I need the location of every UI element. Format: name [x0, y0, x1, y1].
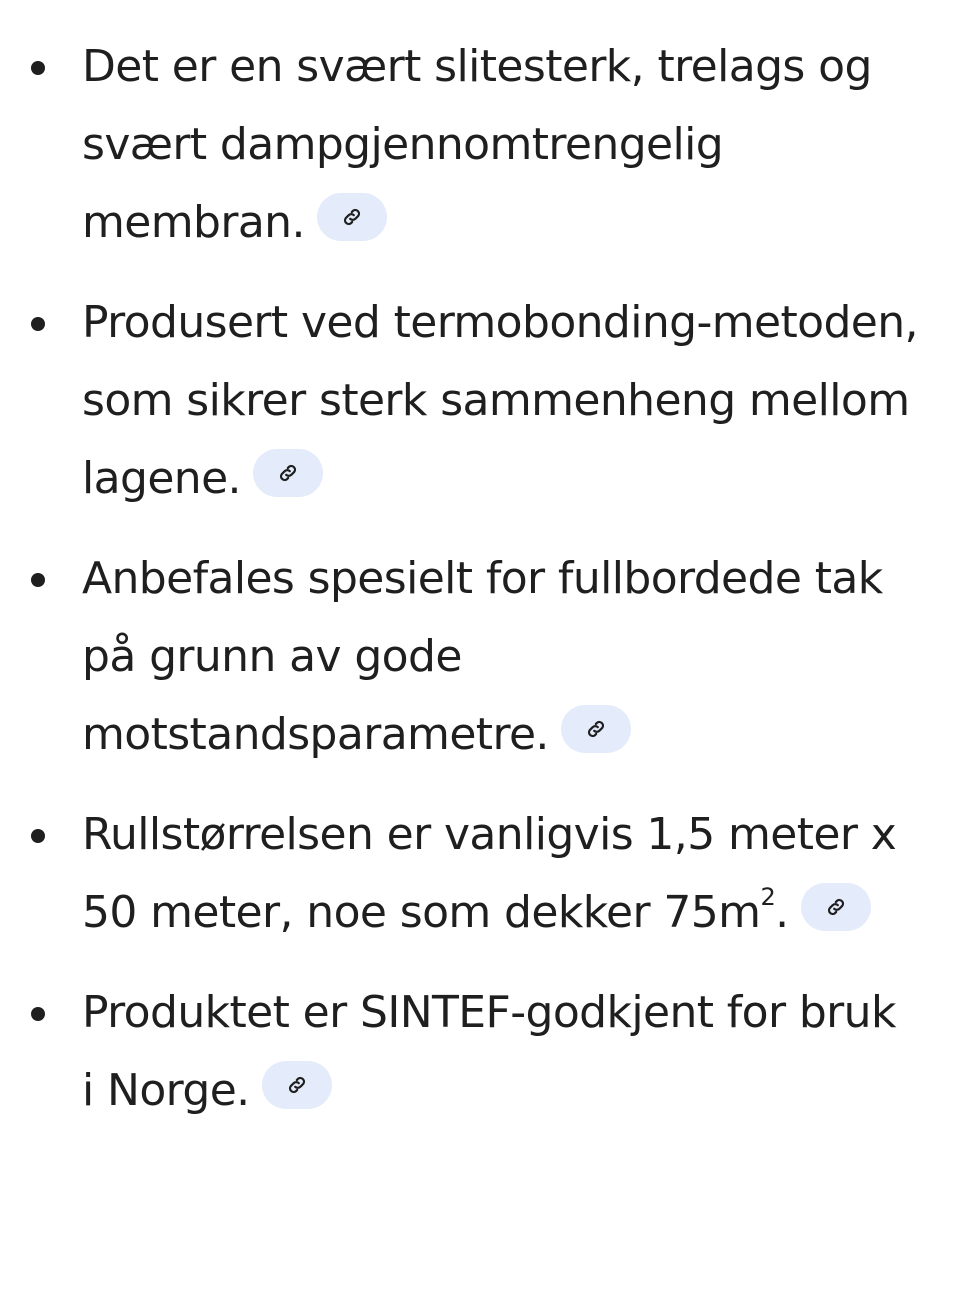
bullet-dot	[31, 829, 45, 843]
list-item	[0, 796, 920, 952]
list-item	[0, 540, 920, 774]
source-link-button[interactable]	[253, 449, 323, 497]
superscript: 2	[760, 883, 776, 911]
link-icon	[825, 896, 847, 918]
source-link-button[interactable]	[317, 193, 387, 241]
bullet-dot	[31, 573, 45, 587]
bullet-dot	[31, 61, 45, 75]
list-item	[0, 284, 920, 518]
list-item-text-end: .	[775, 887, 789, 938]
link-icon	[585, 718, 607, 740]
list-item	[0, 974, 920, 1130]
list-item-text	[82, 809, 896, 938]
link-icon	[286, 1074, 308, 1096]
bullet-dot	[31, 1007, 45, 1021]
source-link-button[interactable]	[262, 1061, 332, 1109]
link-icon	[341, 206, 363, 228]
list-item-text: Produktet er SINTEF-godkjent for bruk i Norge.	[82, 987, 896, 1116]
source-link-button[interactable]	[801, 883, 871, 931]
list-item-text: Det er en svært slitesterk, trelags og svært dampgjennomtrengelig membran.	[82, 41, 872, 248]
bullet-dot	[31, 317, 45, 331]
list-item-text: Anbefales spesielt for fullbordede tak på grunn av gode motstandsparametre.	[82, 553, 883, 760]
source-link-button[interactable]	[561, 705, 631, 753]
link-icon	[277, 462, 299, 484]
list-item-text: Produsert ved termobonding-metoden, som sikrer sterk sammenheng mellom lagene.	[82, 297, 918, 504]
list-item-text-main: Rullstørrelsen er vanligvis 1,5 meter x 50 meter, noe som dekker 75m	[82, 809, 897, 938]
list-item	[0, 28, 920, 262]
